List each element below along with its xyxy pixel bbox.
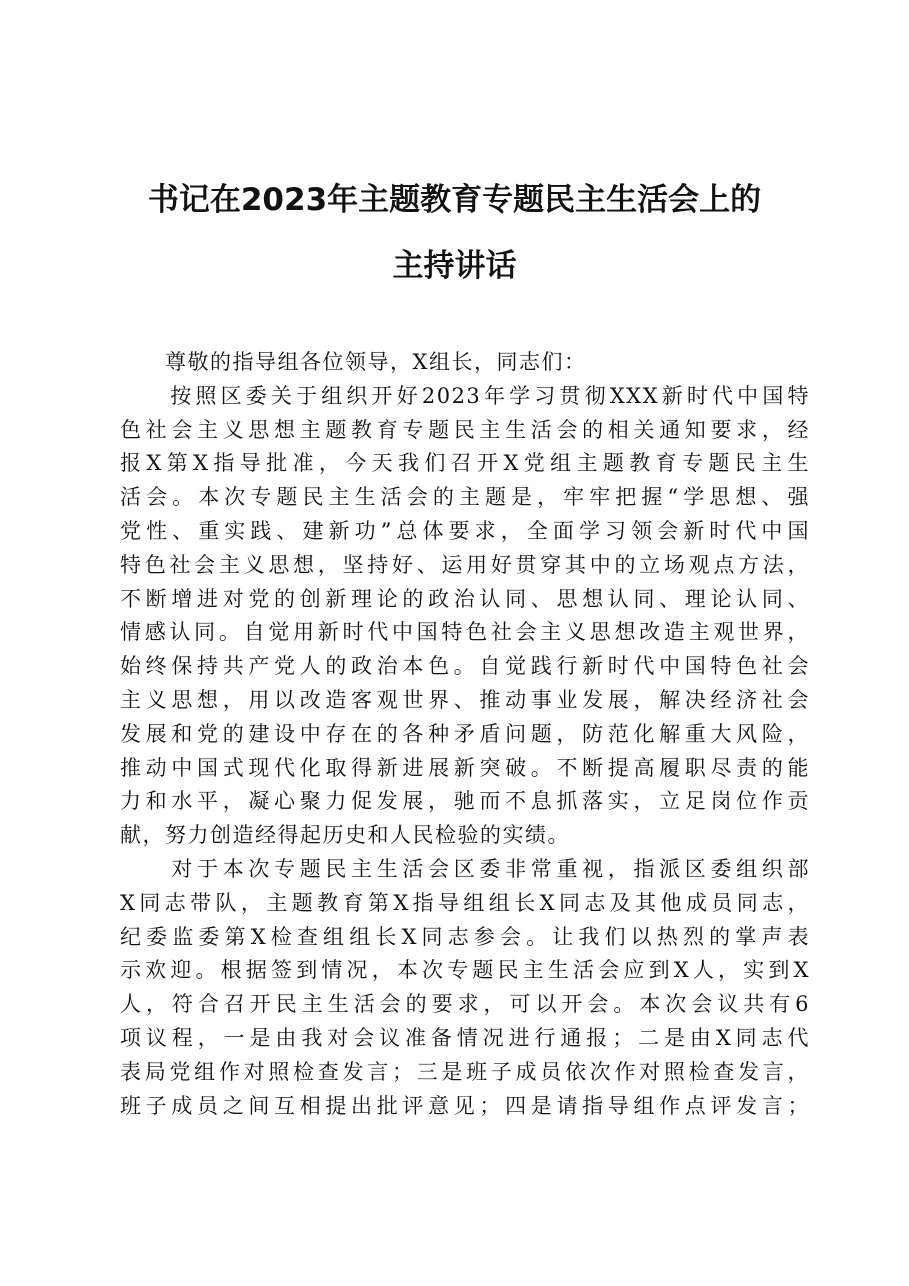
- body-line: 对于本次专题民主生活会区委非常重视，指派区委组织部: [120, 856, 810, 881]
- body-line: 纪委监委第X检查组组长X同志参会。让我们以热烈的掌声表: [120, 924, 810, 949]
- document-title-line-2: 主持讲话: [392, 248, 517, 284]
- body-line: 示欢迎。根据签到情况，本次专题民主生活会应到X人，实到X: [120, 958, 810, 983]
- body-line: 报X第X指导批准，今天我们召开X党组主题教育专题民主生: [120, 451, 810, 476]
- body-line: 尊敬的指导组各位领导，X组长，同志们：: [120, 350, 587, 374]
- body-line: 党性、重实践、建新功”总体要求，全面学习领会新时代中国: [120, 518, 810, 543]
- body-line: 推动中国式现代化取得新进展新突破。不断提高履职尽责的能: [120, 755, 810, 780]
- body-line: X同志带队，主题教育第X指导组组长X同志及其他成员同志，: [120, 890, 810, 915]
- body-line: 主义思想，用以改造客观世界、推动事业发展，解决经济社会: [120, 687, 810, 712]
- body-line: 情感认同。自觉用新时代中国特色社会主义思想改造主观世界，: [120, 620, 810, 645]
- body-line: 色社会主义思想主题教育专题民主生活会的相关通知要求，经: [120, 417, 810, 442]
- body-line: 项议程，一是由我对会议准备情况进行通报；二是由X同志代: [120, 1025, 810, 1050]
- body-line: 特色社会主义思想，坚持好、运用好贯穿其中的立场观点方法，: [120, 552, 810, 577]
- body-line: 活会。本次专题民主生活会的主题是，牢牢把握“学思想、强: [120, 485, 810, 510]
- document-body: [120, 346, 810, 1123]
- body-line: 献，努力创造经得起历史和人民检验的实绩。: [120, 823, 570, 848]
- body-line: 人，符合召开民主生活会的要求，可以开会。本次会议共有6: [120, 992, 810, 1017]
- body-line: 按照区委关于组织开好2023年学习贯彻XXX新时代中国特: [120, 383, 810, 408]
- body-line: 表局党组作对照检查发言；三是班子成员依次作对照检查发言，: [120, 1059, 810, 1084]
- body-line: 发展和党的建设中存在的各种矛盾问题，防范化解重大风险，: [120, 721, 810, 746]
- body-line: 班子成员之间互相提出批评意见；四是请指导组作点评发言；: [120, 1093, 810, 1118]
- body-line: 始终保持共产党人的政治本色。自觉践行新时代中国特色社会: [120, 654, 810, 679]
- body-line: 力和水平，凝心聚力促发展，驰而不息抓落实，立足岗位作贡: [120, 789, 810, 814]
- body-line: 不断增进对党的创新理论的政治认同、思想认同、理论认同、: [120, 586, 810, 611]
- document-title-line-1: 书记在2023年主题教育专题民主生活会上的: [147, 182, 762, 218]
